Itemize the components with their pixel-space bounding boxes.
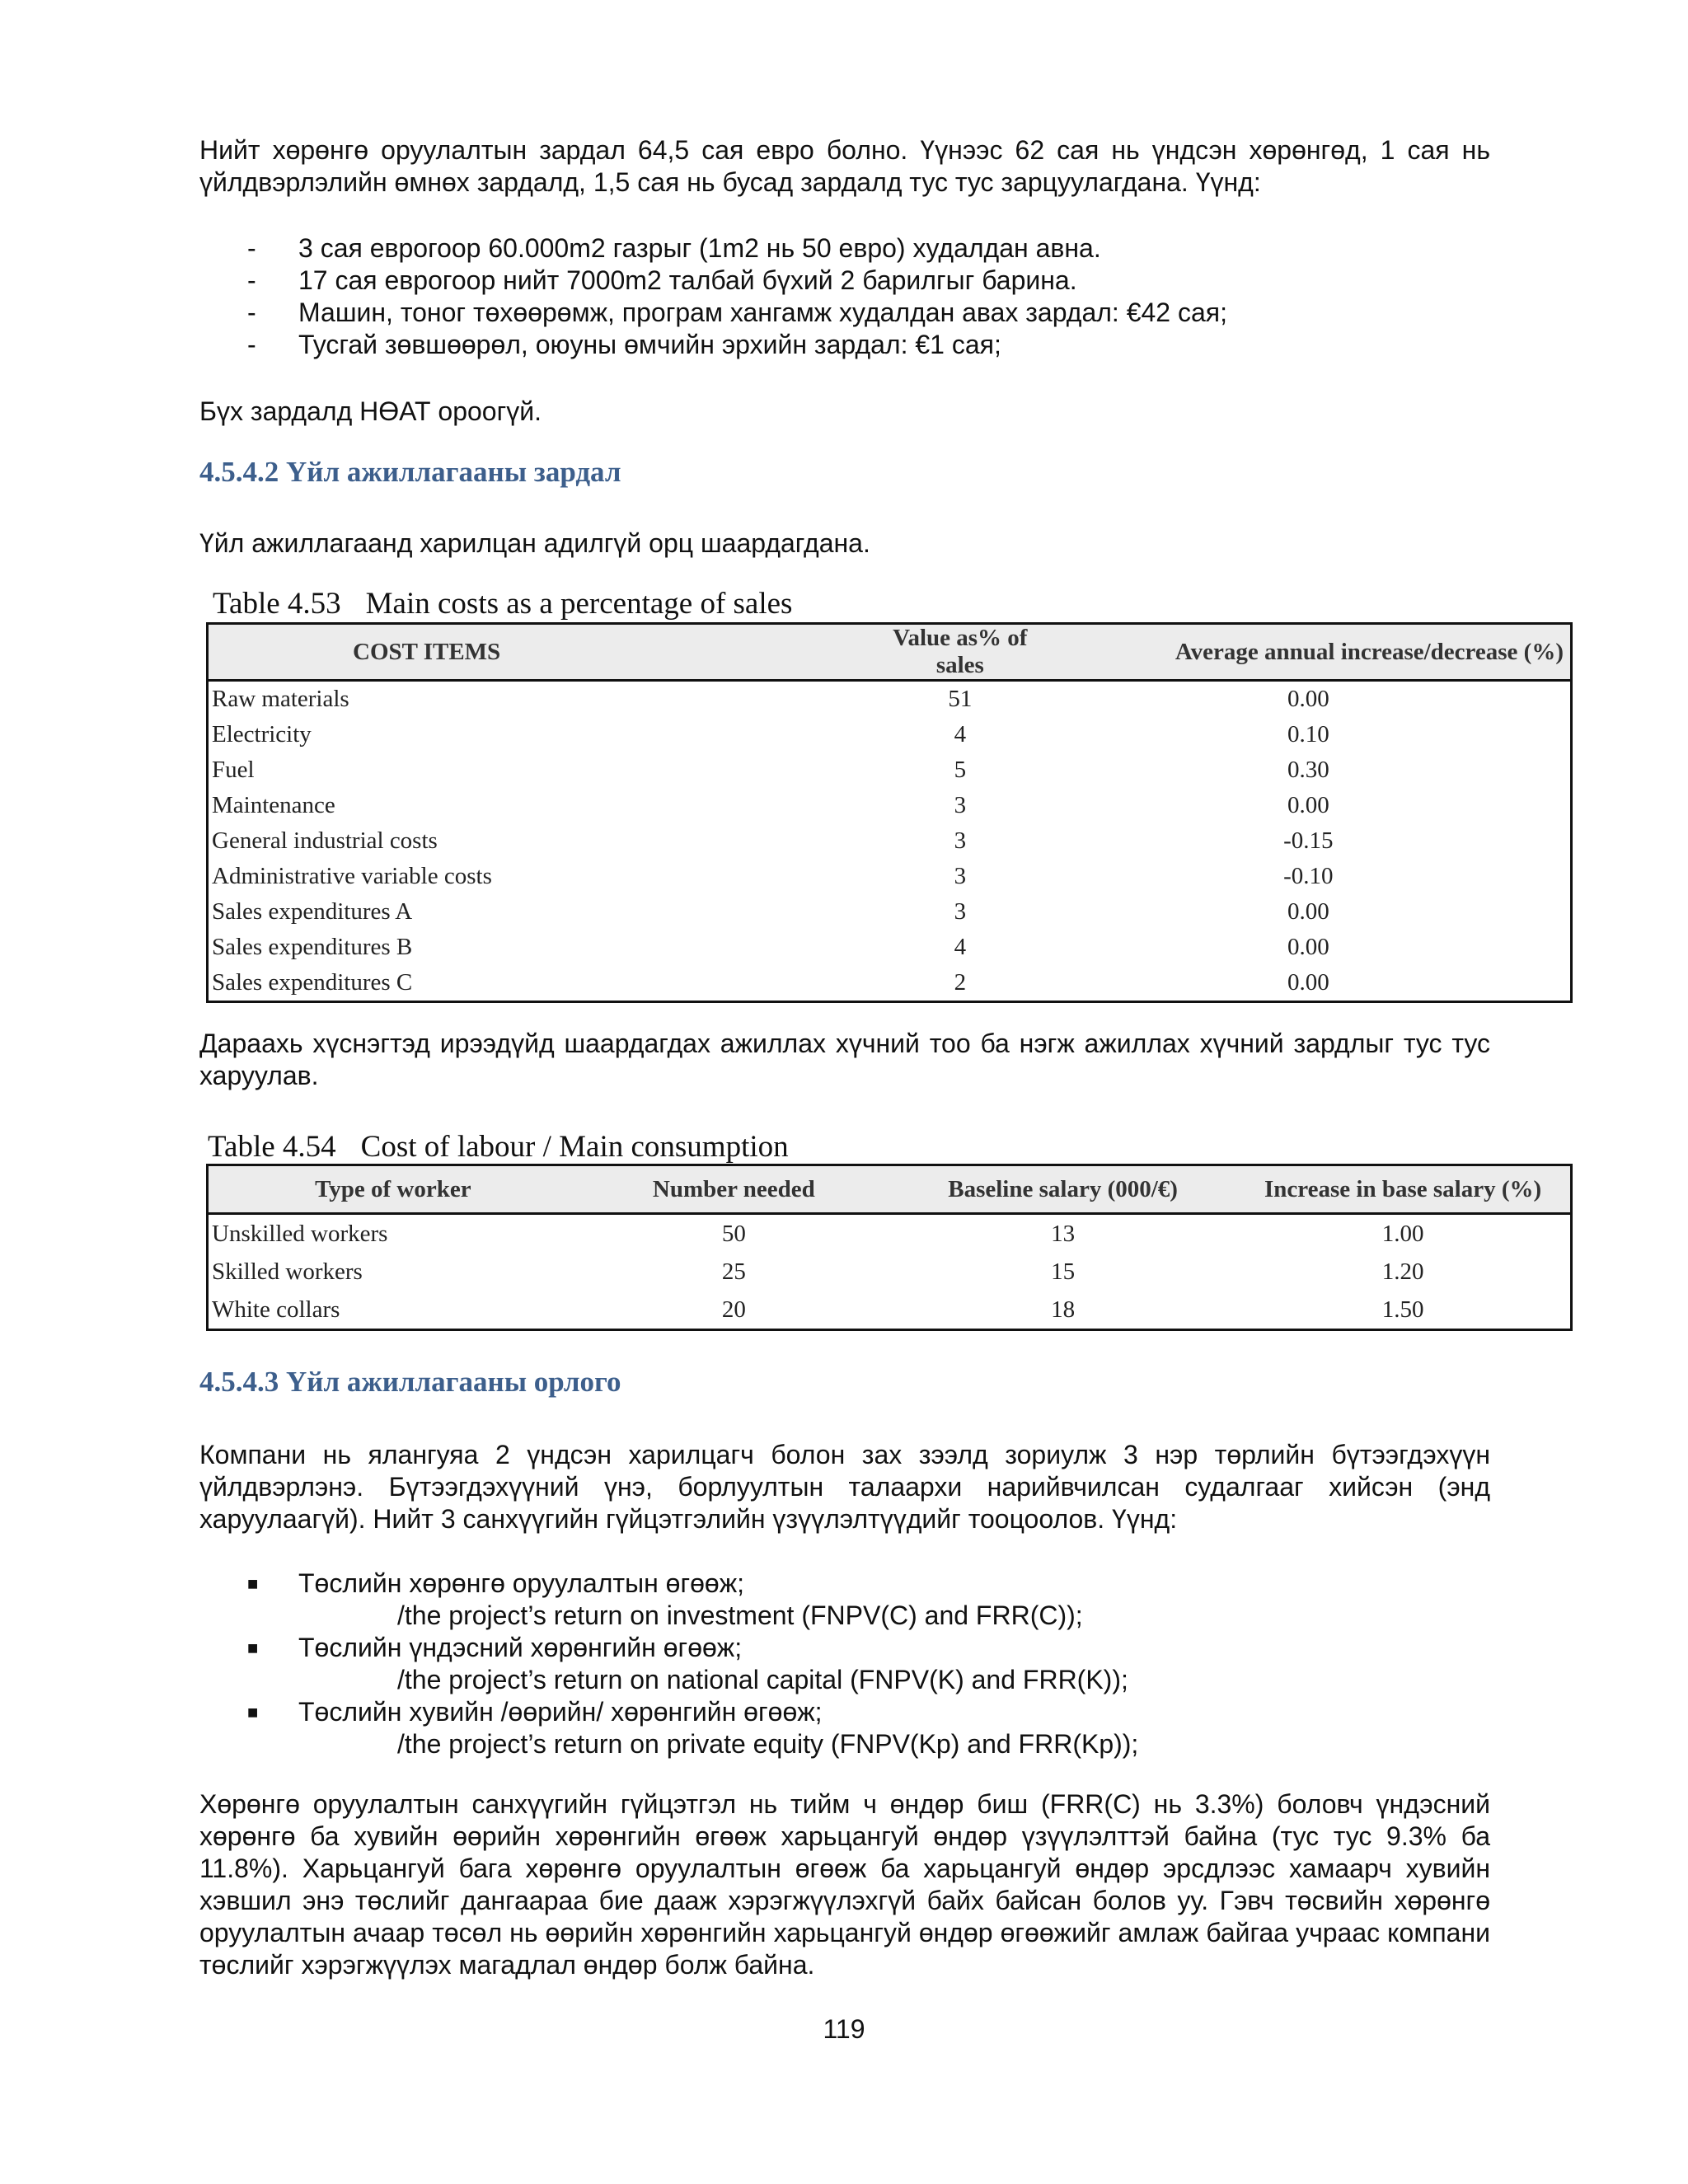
cell-item: Raw materials xyxy=(212,686,349,712)
table-row xyxy=(208,788,1572,823)
table-title: Cost of labour / Main consumption xyxy=(360,1130,789,1164)
cell-worker: Skilled workers xyxy=(212,1258,363,1285)
indicator-label: Төслийн үндэсний хөрөнгийн өгөөж; xyxy=(298,1633,743,1662)
table-row xyxy=(208,681,1572,718)
cell-item: Administrative variable costs xyxy=(212,863,492,889)
table-454 xyxy=(206,1164,1573,1331)
cell-number: 50 xyxy=(721,1220,746,1247)
table-title: Main costs as a percentage of sales xyxy=(365,587,793,621)
cell-item: Fuel xyxy=(212,757,255,783)
intro-paragraph: Нийт хөрөнгө оруулалтын зардал 64,5 сая евро болно. Үүнээс 62 сая нь үндсэн хөрөнгөд, 1 сая нь үйлдвэрлэлийн өмнөх зардалд, 1,5 сая нь бусад зардалд тус тус зарцуулагдана. Үүнд: xyxy=(199,135,1490,197)
list-item: - 17 сая еврогоор нийт 7000m2 талбай бүхий 2 барилгыг барина. xyxy=(199,265,1490,297)
list-item: - Машин, тоног төхөөрөмж, програм хангамж худалдан авах зардал: €42 сая; xyxy=(199,297,1490,329)
table-453 xyxy=(206,622,1573,1003)
table-row xyxy=(208,1253,1572,1291)
cell-change: 0.00 xyxy=(1287,792,1329,818)
cell-value: 51 xyxy=(948,686,973,712)
cell-value: 4 xyxy=(954,934,967,960)
cell-increase: 1.20 xyxy=(1381,1258,1424,1285)
indicator-english: /the project’s return on investment (FNPV(C) and FRR(C)); xyxy=(397,1601,1083,1630)
table-number: Table 4.54 xyxy=(208,1130,336,1164)
cell-item: Sales expenditures B xyxy=(212,934,413,960)
column-header: Baseline salary (000/€) xyxy=(890,1165,1236,1214)
table-row xyxy=(208,894,1572,930)
table-row xyxy=(208,1291,1572,1330)
column-header: Average annual increase/decrease (%) xyxy=(1047,624,1572,681)
indicator-label: Төслийн хөрөнгө оруулалтын өгөөж; xyxy=(298,1568,744,1598)
cell-worker: Unskilled workers xyxy=(212,1220,388,1247)
table-row xyxy=(208,965,1572,1002)
column-header: COST ITEMS xyxy=(208,624,874,681)
list-item: - 3 сая еврогоор 60.000m2 газрыг (1m2 нь 50 евро) худалдан авна. xyxy=(199,232,1490,265)
cell-salary: 15 xyxy=(1051,1258,1076,1285)
revenue-paragraph: Компани нь ялангуяа 2 үндсэн харилцагч болон зах зээлд зориулж 3 нэр төрлийн бүтээгдэхүүн үйлдвэрлэнэ. Бүтээгдэхүүний үнэ, борлуултын талаархи нарийвчилсан судалгааг хийсэн (энд харуулаагүй). Нийт 3 санхүүгийн гүйцэтгэлийн үзүүлэлтүүдийг тооцоолов. Үүнд: xyxy=(199,1440,1490,1534)
indicators-list xyxy=(199,1568,1490,1760)
column-header: Type of worker xyxy=(208,1165,578,1214)
table-row xyxy=(208,859,1572,894)
bullet-square-icon: ■ xyxy=(247,1573,259,1594)
cell-value: 4 xyxy=(954,721,967,748)
cell-value: 3 xyxy=(954,792,967,818)
table-header-row xyxy=(208,624,1572,681)
column-header: Number needed xyxy=(578,1165,890,1214)
cell-increase: 1.50 xyxy=(1381,1296,1424,1323)
bullet-square-icon: ■ xyxy=(247,1638,259,1658)
cell-item: General industrial costs xyxy=(212,827,438,854)
list-item: - Тусгай зөвшөөрөл, оюуны өмчийн эрхийн зардал: €1 сая; xyxy=(199,329,1490,361)
table-row xyxy=(208,930,1572,965)
cell-item: Sales expenditures A xyxy=(212,898,413,925)
table-header-row xyxy=(208,1165,1572,1214)
cell-value: 3 xyxy=(954,863,967,889)
conclusion-paragraph: Хөрөнгө оруулалтын санхүүгийн гүйцэтгэл нь тийм ч өндөр биш (FRR(C) нь 3.3%) боловч үндэсний хөрөнгө ба хувийн өөрийн хөрөнгийн өгөөж харьцангуй өндөр үзүүлэлттэй байна (тус тус 9.3% ба 11.8%). Харьцангуй бага хөрөнгө оруулалтын өгөөж ба харьцангуй өндөр эрсдлээс хамаарч хувийн хэвшил энэ төслийг дангаараа бие дааж хэрэгжүүлэхгүй байх байсан болов уу. Гэвч төсвийн хөрөнгө оруулалтын ачаар төсөл нь өөрийн хөрөнгийн харьцангуй өндөр өгөөжийг амлаж байгаа учраас компани төслийг хэрэгжүүлэх магадлал өндөр болж байна. xyxy=(199,1789,1491,1980)
cell-change: 0.30 xyxy=(1287,757,1329,783)
cell-number: 25 xyxy=(721,1258,746,1285)
cell-value: 3 xyxy=(954,827,967,854)
indicator-label: Төслийн хувийн /өөрийн/ хөрөнгийн өгөөж; xyxy=(298,1697,823,1727)
table-row xyxy=(208,717,1572,752)
column-header: Increase in base salary (%) xyxy=(1236,1165,1571,1214)
cell-increase: 1.00 xyxy=(1381,1220,1424,1247)
cell-value: 2 xyxy=(954,969,967,996)
cell-change: 0.00 xyxy=(1287,686,1329,712)
investment-list xyxy=(199,232,1490,361)
cell-change: -0.10 xyxy=(1283,863,1334,889)
labour-intro: Дараахь хүснэгтэд ирээдүйд шаардагдах ажиллах хүчний тоо ба нэгж ажиллах хүчний зардлыг тус тус харуулав. xyxy=(199,1029,1490,1090)
vat-note: Бүх зардалд НӨАТ ороогүй. xyxy=(199,396,542,426)
table-454-caption xyxy=(208,1129,789,1165)
cell-salary: 13 xyxy=(1051,1220,1076,1247)
cell-change: 0.00 xyxy=(1287,934,1329,960)
cell-item: Sales expenditures C xyxy=(212,969,413,996)
table-row xyxy=(208,752,1572,788)
list-item xyxy=(199,1568,1490,1632)
cell-value: 5 xyxy=(954,757,967,783)
table-row xyxy=(208,823,1572,859)
list-item xyxy=(199,1696,1490,1760)
cell-number: 20 xyxy=(721,1296,746,1323)
cell-salary: 18 xyxy=(1051,1296,1076,1323)
section-heading-4542: 4.5.4.2 Үйл ажиллагааны зардал xyxy=(199,456,621,488)
table-453-caption xyxy=(213,586,792,621)
cell-item: Electricity xyxy=(212,721,312,748)
table-row xyxy=(208,1214,1572,1254)
operating-intro: Үйл ажиллагаанд харилцан адилгүй орц шаардагдана. xyxy=(199,528,870,558)
page-number: 119 xyxy=(823,2014,865,2044)
column-header: Value as% of sales xyxy=(874,624,1047,681)
cell-item: Maintenance xyxy=(212,792,335,818)
cell-change: -0.15 xyxy=(1283,827,1334,854)
table-number: Table 4.53 xyxy=(213,587,341,621)
bullet-square-icon: ■ xyxy=(247,1702,259,1722)
indicator-english: /the project’s return on national capital (FNPV(K) and FRR(K)); xyxy=(397,1665,1128,1694)
cell-change: 0.00 xyxy=(1287,969,1329,996)
cell-change: 0.10 xyxy=(1287,721,1329,748)
cell-change: 0.00 xyxy=(1287,898,1329,925)
list-item xyxy=(199,1632,1490,1696)
indicator-english: /the project’s return on private equity (FNPV(Kp) and FRR(Kp)); xyxy=(397,1729,1139,1759)
cell-worker: White collars xyxy=(212,1296,340,1323)
section-heading-4543: 4.5.4.3 Үйл ажиллагааны орлого xyxy=(199,1366,621,1398)
cell-value: 3 xyxy=(954,898,967,925)
